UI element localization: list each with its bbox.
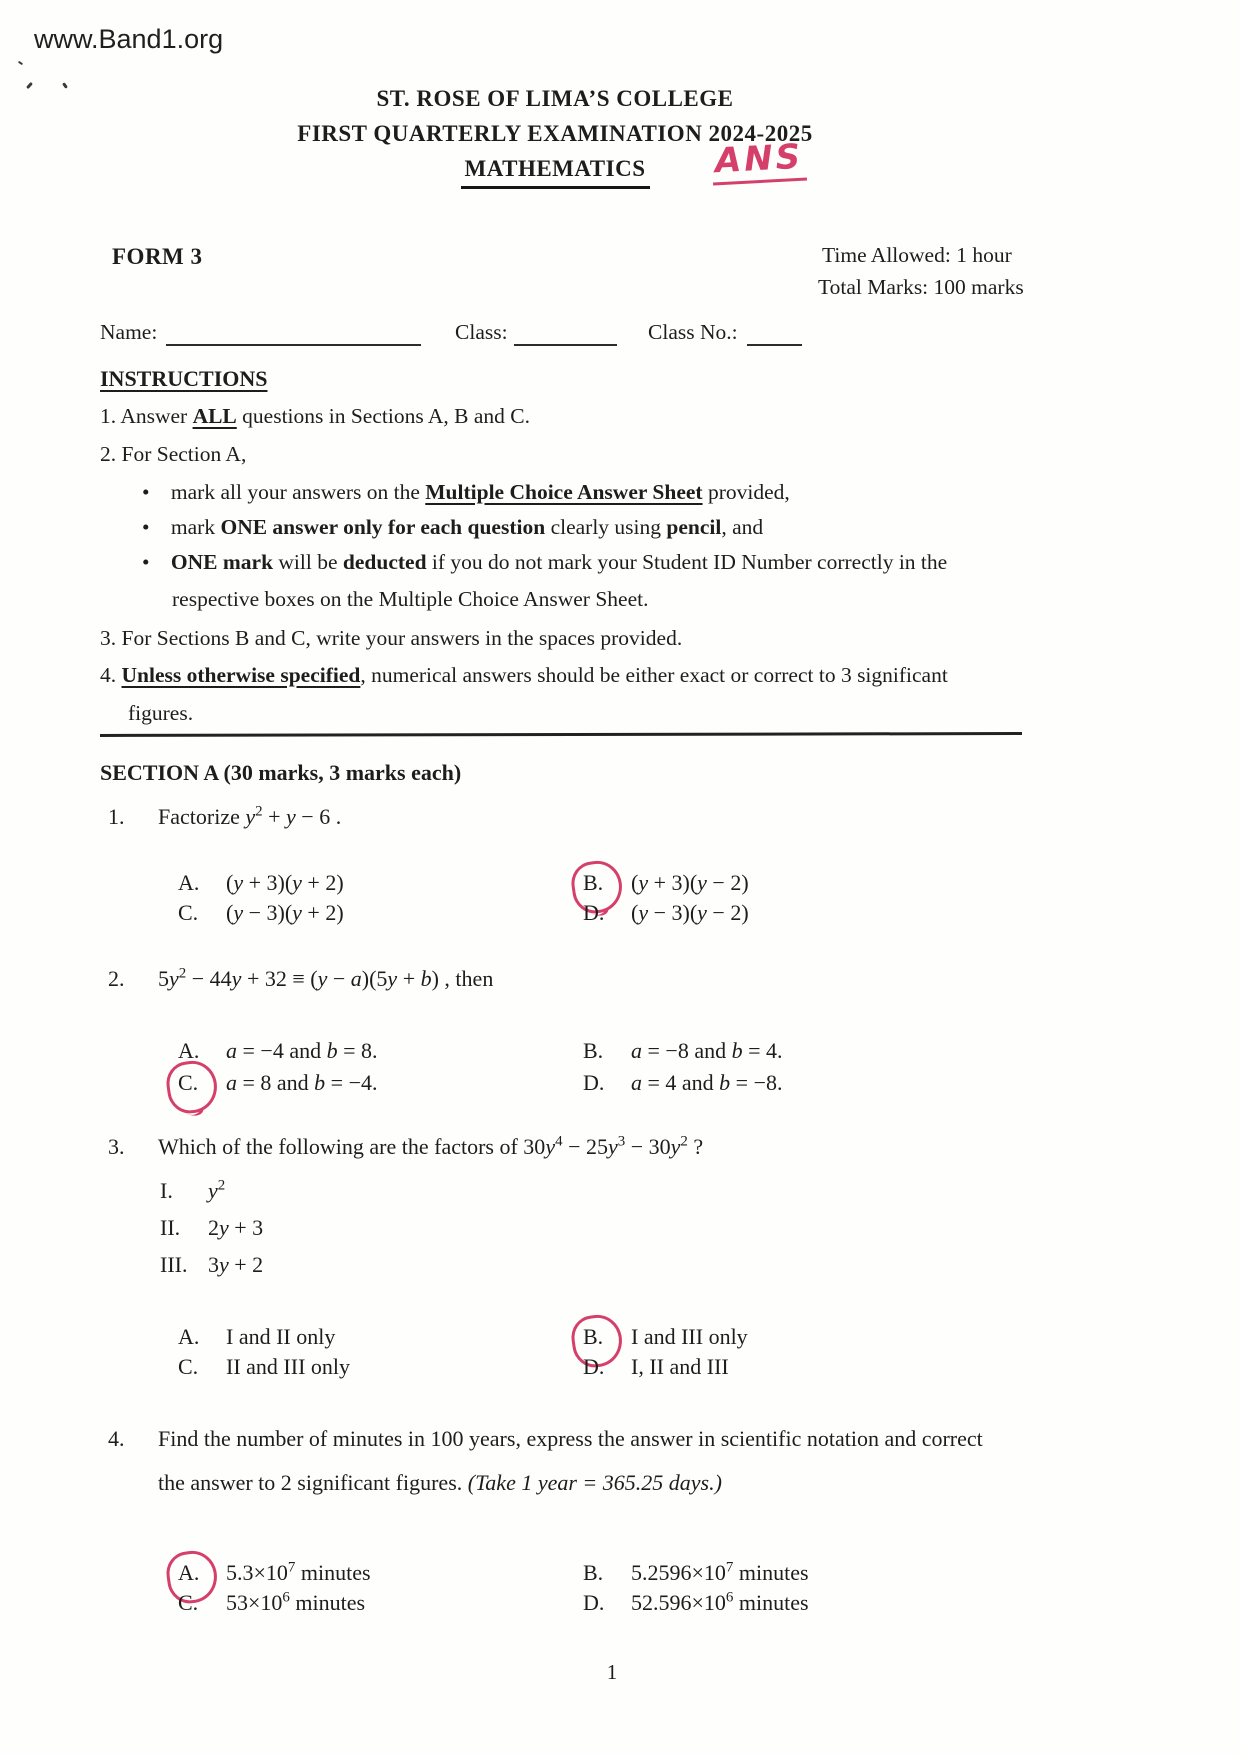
question-4-stem-line1 xyxy=(108,1426,983,1452)
q1-option-a-text: (y + 3)(y + 2) xyxy=(226,870,344,895)
exam-title: FIRST QUARTERLY EXAMINATION 2024-2025 xyxy=(297,121,813,146)
question-3-stem xyxy=(108,1134,703,1160)
q3-roman-1 xyxy=(160,1178,225,1204)
q3-option-c-text: II and III only xyxy=(226,1354,351,1379)
bullet-icon: • xyxy=(142,550,150,574)
q4-option-b-text: $5.2596\times 10^7$ minutes xyxy=(631,1559,809,1585)
q3-roman-2-text: 2y + 3 xyxy=(208,1215,264,1240)
time-allowed: Time Allowed: 1 hour xyxy=(822,243,1012,267)
question-4-stem-line2 xyxy=(158,1470,722,1496)
instruction-4-pre: 4. xyxy=(100,663,122,687)
q2-option-b xyxy=(583,1038,783,1064)
q1-option-a-label: A. xyxy=(178,870,200,895)
q2-option-a-text: a = −4 and b = 8. xyxy=(226,1038,378,1063)
q3-option-a-label: A. xyxy=(178,1324,200,1349)
q1-option-c xyxy=(178,900,344,926)
q2-option-a-label: A. xyxy=(178,1038,200,1063)
q3-option-d xyxy=(583,1354,729,1380)
q1-option-d-text: (y − 3)(y − 2) xyxy=(631,900,749,925)
bullet-icon: • xyxy=(142,515,150,539)
question-4-text-line2-italic: (Take 1 year = 365.25 days.) xyxy=(467,1470,722,1495)
question-1-number: 1. xyxy=(108,804,125,829)
q3-roman-3-text: 3y + 2 xyxy=(208,1252,264,1277)
ans-annotation-wrap xyxy=(712,136,806,183)
bullet-2-text xyxy=(171,515,763,539)
form-label: FORM 3 xyxy=(112,244,203,269)
q4-option-d xyxy=(583,1590,809,1616)
school-name: ST. ROSE OF LIMA’S COLLEGE xyxy=(376,86,734,111)
q3-option-b xyxy=(583,1324,748,1350)
q1-option-c-text: (y − 3)(y + 2) xyxy=(226,900,344,925)
q3-roman-1-label: I. xyxy=(160,1178,173,1203)
q2-option-d-label: D. xyxy=(583,1070,605,1095)
instruction-1 xyxy=(100,404,530,429)
question-1-stem xyxy=(108,804,341,830)
bullet-2-bold1: ONE answer only for each question xyxy=(220,515,546,539)
q4-option-b-label: B. xyxy=(583,1560,604,1585)
q3-option-a xyxy=(178,1324,335,1350)
bullet-3 xyxy=(142,550,947,575)
q4-option-c-text: $53\times 10^6$ minutes xyxy=(226,1589,366,1615)
q3-option-d-label: D. xyxy=(583,1354,605,1379)
q3-roman-2 xyxy=(160,1215,263,1241)
bullet-2-mid: clearly using xyxy=(545,515,667,539)
q3-option-a-text: I and II only xyxy=(226,1324,336,1349)
total-marks: Total Marks: 100 marks xyxy=(818,275,1024,299)
handwritten-ans-annotation: ANS xyxy=(711,140,807,186)
bullet-3-bold1: ONE mark xyxy=(170,550,274,574)
q4-option-b xyxy=(583,1560,809,1586)
bullet-3-post: if you do not mark your Student ID Number correctly in the xyxy=(426,550,948,574)
q4-option-d-label: D. xyxy=(583,1590,605,1615)
bullet-2-post: , and xyxy=(721,515,764,539)
q2-option-c-label-circled: C. xyxy=(178,1070,226,1096)
name-label: Name: xyxy=(100,320,158,344)
class-label: Class: xyxy=(455,320,508,344)
bullet-1 xyxy=(142,480,790,505)
bullet-2 xyxy=(142,515,763,540)
q1-option-b-text: (y + 3)(y − 2) xyxy=(631,870,749,895)
subject-title: MATHEMATICS xyxy=(461,156,650,189)
class-blank-line xyxy=(514,344,617,346)
question-2-stem xyxy=(108,966,493,992)
watermark: www.Band1.org xyxy=(34,24,224,54)
q3-option-c-label: C. xyxy=(178,1354,199,1379)
bullet-3-text xyxy=(171,550,947,574)
bullet-2-pre: mark xyxy=(170,515,221,539)
q3-option-b-label-circled: B. xyxy=(583,1324,631,1350)
q2-option-b-text: a = −8 and b = 4. xyxy=(631,1038,783,1063)
name-blank-line xyxy=(166,344,421,346)
bullet-3-bold2: deducted xyxy=(342,550,427,574)
q1-option-d-label: D. xyxy=(583,900,605,925)
section-divider-rule xyxy=(100,732,1022,736)
subject-line xyxy=(0,156,1110,189)
instruction-2: 2. For Section A, xyxy=(100,442,247,466)
instruction-4 xyxy=(100,663,948,688)
question-3-number: 3. xyxy=(108,1134,125,1159)
pen-mark xyxy=(18,61,23,66)
page-number: 1 xyxy=(606,1660,618,1684)
bullet-2-bold2: pencil xyxy=(666,515,722,539)
instruction-1-text-2: questions in Sections A, B and C. xyxy=(236,404,531,428)
section-a-heading: SECTION A (30 marks, 3 marks each) xyxy=(100,760,462,785)
q1-option-a xyxy=(178,870,344,896)
q2-option-d xyxy=(583,1070,783,1096)
q4-option-d-text: $52.596\times 10^6$ minutes xyxy=(631,1589,809,1615)
bullet-1-text xyxy=(171,480,790,504)
instruction-1-bold: ALL xyxy=(192,404,237,428)
instruction-4-line2: figures. xyxy=(128,701,194,725)
bullet-1-pre: mark all your answers on the xyxy=(170,480,426,504)
question-2-number: 2. xyxy=(108,966,125,991)
bullet-3-line2: respective boxes on the Multiple Choice Answer Sheet. xyxy=(172,587,649,611)
question-3-text: Which of the following are the factors of $30y^4 - 25y^3 - 30y^2$ ? xyxy=(158,1133,704,1159)
q1-option-c-label: C. xyxy=(178,900,199,925)
instruction-3: 3. For Sections B and C, write your answers in the spaces provided. xyxy=(100,626,683,650)
q1-option-d xyxy=(583,900,749,926)
q2-option-d-text: a = 4 and b = −8. xyxy=(631,1070,783,1095)
q1-option-b-label-circled: B. xyxy=(583,870,631,896)
q3-option-d-text: I, II and III xyxy=(631,1354,729,1379)
q3-roman-2-label: II. xyxy=(160,1215,181,1240)
q2-option-b-label: B. xyxy=(583,1038,604,1063)
instruction-4-bold: Unless otherwise specified xyxy=(121,663,361,687)
question-4-text-line2: the answer to 2 significant figures. xyxy=(158,1470,468,1495)
q3-roman-3-label: III. xyxy=(160,1252,188,1277)
class-no-label: Class No.: xyxy=(648,320,738,344)
bullet-1-bold: Multiple Choice Answer Sheet xyxy=(425,480,703,504)
question-2-text: $5y^2 - 44y + 32 \equiv (y - a)(5y + b)$ , then xyxy=(158,965,494,991)
question-4-text-line1: Find the number of minutes in 100 years, express the answer in scientific notation and correct xyxy=(158,1426,983,1451)
q4-option-a xyxy=(178,1560,371,1586)
q4-option-a-text: $5.3\times 10^7$ minutes xyxy=(226,1559,371,1585)
class-no-blank-line xyxy=(747,344,802,346)
q3-option-b-text: I and III only xyxy=(631,1324,748,1349)
q4-option-c xyxy=(178,1590,365,1616)
q2-option-a xyxy=(178,1038,378,1064)
q4-option-c-label: C. xyxy=(178,1590,199,1615)
q4-option-a-label-circled: A. xyxy=(178,1560,226,1586)
instruction-1-text: 1. Answer xyxy=(100,404,193,428)
question-4-number: 4. xyxy=(108,1426,125,1451)
q3-roman-3 xyxy=(160,1252,263,1278)
q2-option-c-text: a = 8 and b = −4. xyxy=(226,1070,378,1095)
q3-option-c xyxy=(178,1354,350,1380)
q1-option-b xyxy=(583,870,749,896)
question-1-text: Factorize $y^2 + y - 6$ . xyxy=(158,803,342,829)
bullet-3-mid: will be xyxy=(273,550,343,574)
instruction-4-post: , numerical answers should be either exact or correct to 3 significant xyxy=(360,663,948,687)
q3-roman-1-text: $y^2$ xyxy=(208,1177,226,1203)
bullet-icon: • xyxy=(142,480,150,504)
instructions-heading: INSTRUCTIONS xyxy=(100,366,268,391)
q2-option-c xyxy=(178,1070,378,1096)
bullet-1-post: provided, xyxy=(702,480,790,504)
